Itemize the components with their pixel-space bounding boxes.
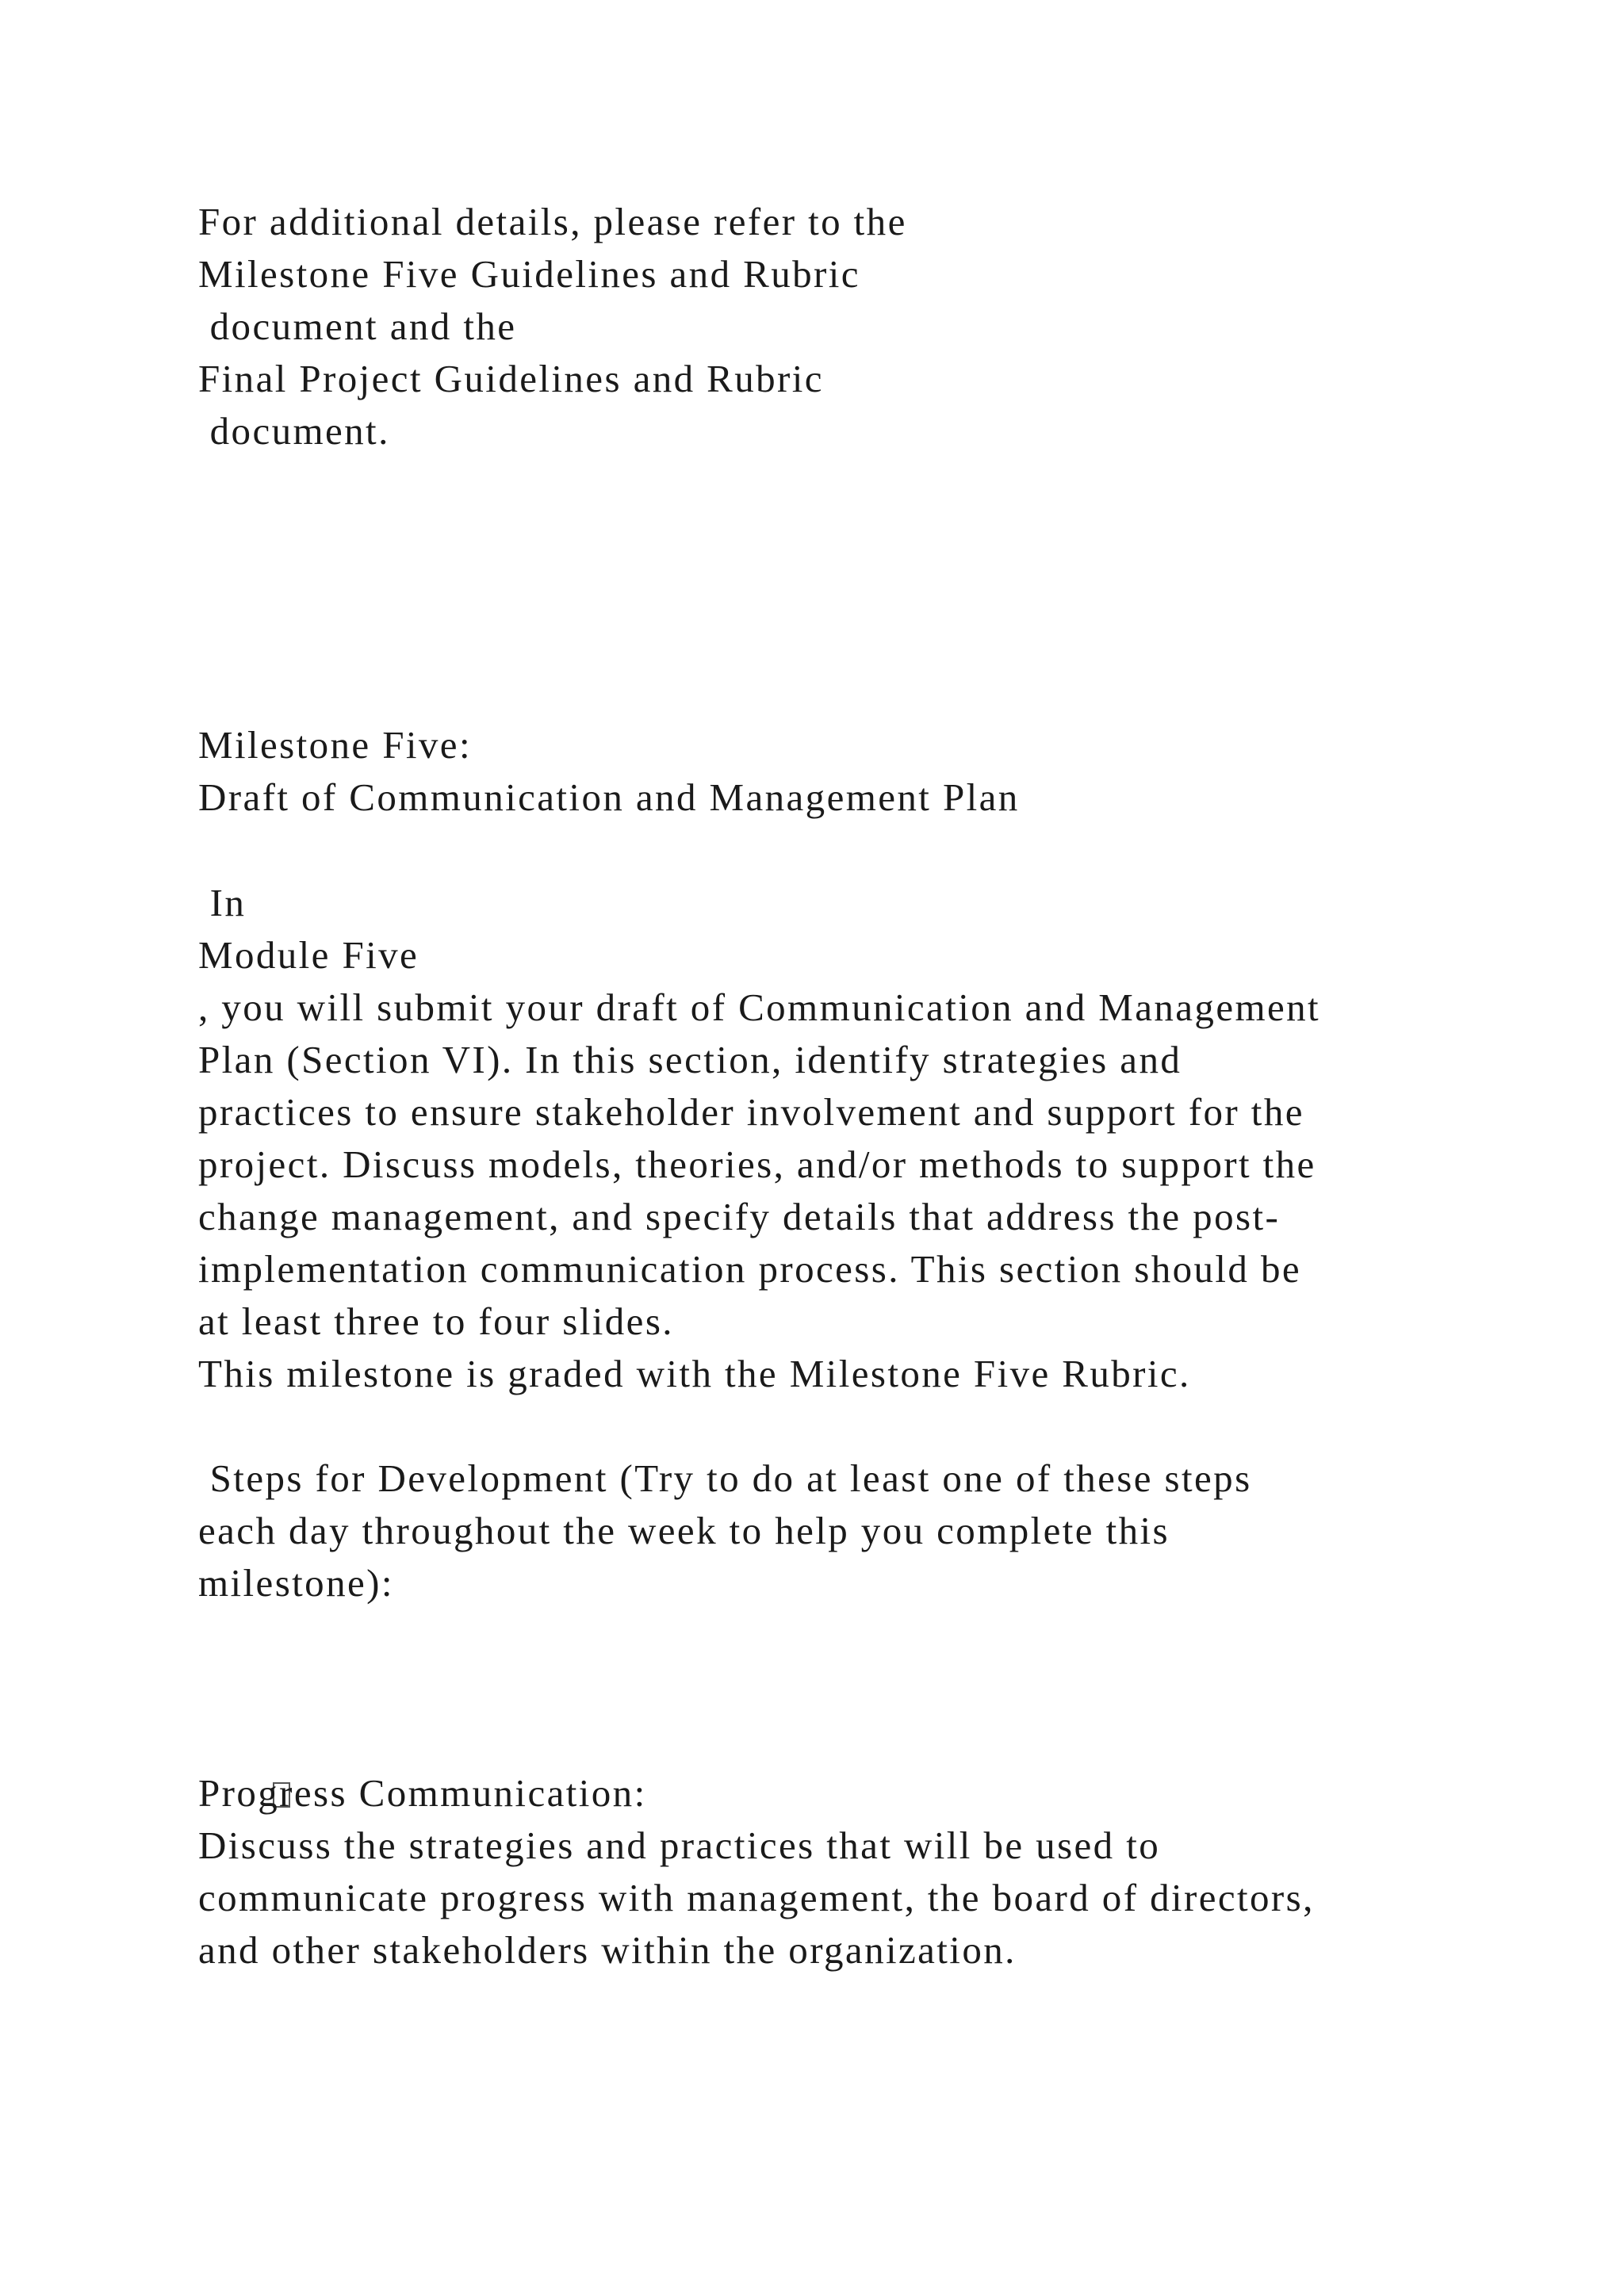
description-line: Module Five bbox=[198, 933, 419, 977]
description-line: In bbox=[198, 881, 247, 924]
progress-line: Discuss the strategies and practices that will be used to bbox=[198, 1823, 1161, 1867]
intro-paragraph bbox=[198, 196, 1507, 457]
bullet-line bbox=[198, 1715, 1507, 1767]
intro-line: Milestone Five Guidelines and Rubric bbox=[198, 252, 860, 296]
progress-line: communicate progress with management, the board of directors, bbox=[198, 1876, 1315, 1919]
steps-paragraph bbox=[198, 1452, 1507, 1609]
description-line: project. Discuss models, theories, and/or methods to support the bbox=[198, 1142, 1316, 1186]
milestone-title: Draft of Communication and Management Plan bbox=[198, 775, 1020, 819]
progress-section bbox=[198, 1715, 1507, 1976]
progress-line: and other stakeholders within the organization. bbox=[198, 1928, 1017, 1972]
description-line: , you will submit your draft of Communication and Management bbox=[198, 985, 1321, 1029]
description-line: change management, and specify details that address the post- bbox=[198, 1195, 1281, 1238]
progress-heading: Progress Communication: bbox=[198, 1771, 647, 1815]
description-line: implementation communication process. This section should be bbox=[198, 1247, 1302, 1291]
intro-line: For additional details, please refer to the bbox=[198, 200, 907, 243]
steps-line: Steps for Development (Try to do at least one of these steps bbox=[198, 1456, 1252, 1500]
description-line: at least three to four slides. bbox=[198, 1299, 674, 1343]
description-line: This milestone is graded with the Milestone Five Rubric. bbox=[198, 1352, 1191, 1395]
intro-line: document. bbox=[198, 409, 390, 453]
description-line: practices to ensure stakeholder involvement and support for the bbox=[198, 1090, 1304, 1134]
milestone-heading bbox=[198, 719, 1507, 824]
steps-line: each day throughout the week to help you complete this bbox=[198, 1509, 1170, 1552]
intro-line: document and the bbox=[198, 304, 517, 348]
steps-line: milestone): bbox=[198, 1561, 394, 1605]
description-line: Plan (Section VI). In this section, identify strategies and bbox=[198, 1038, 1182, 1081]
description-paragraph bbox=[198, 877, 1507, 1400]
intro-line: Final Project Guidelines and Rubric bbox=[198, 357, 824, 400]
milestone-label: Milestone Five: bbox=[198, 723, 472, 767]
